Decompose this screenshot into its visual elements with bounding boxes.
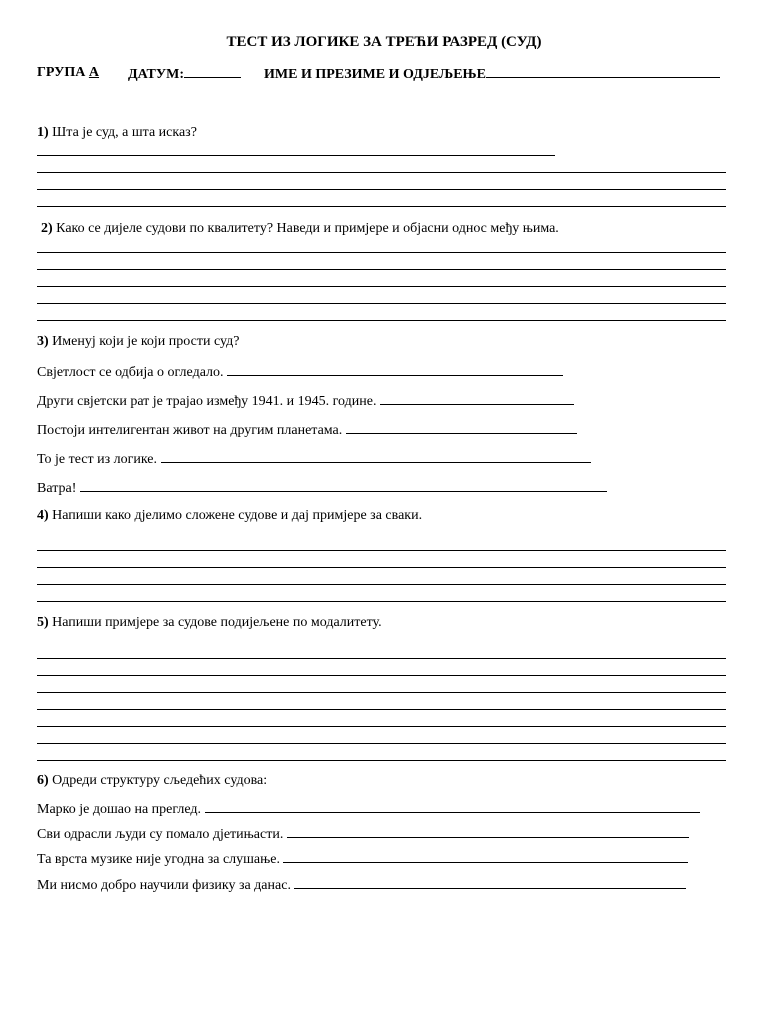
q6-item: Сви одрасли људи су помало дјетињасти. [37, 825, 689, 843]
q3-item: Постоји интелигентан живот на другим планетама. [37, 421, 577, 439]
question-number: 3) [37, 334, 49, 349]
q6-item: Марко је дошао на преглед. [37, 800, 700, 818]
answer-line[interactable] [37, 550, 726, 551]
answer-blank[interactable] [161, 450, 591, 463]
answer-blank[interactable] [227, 363, 563, 376]
question-number: 2) [41, 221, 53, 236]
answer-blank[interactable] [380, 392, 574, 405]
question-number: 4) [37, 508, 49, 523]
answer-blank[interactable] [287, 825, 689, 838]
answer-line[interactable] [37, 206, 726, 207]
question-text: Напиши примјере за судове подијељене по модалитету. [52, 615, 382, 630]
answer-line[interactable] [37, 252, 726, 253]
question-text: Именуј који је који прости суд? [52, 334, 240, 349]
question-text: Напиши како дјелимо сложене судове и дај примјере за сваки. [52, 508, 423, 523]
answer-line[interactable] [37, 726, 726, 727]
group-field [37, 65, 99, 81]
question-3 [37, 334, 239, 350]
answer-blank[interactable] [294, 876, 686, 889]
question-2 [41, 221, 559, 237]
answer-line[interactable] [37, 709, 726, 710]
question-1 [37, 125, 197, 141]
answer-line[interactable] [37, 172, 726, 173]
answer-blank[interactable] [205, 800, 700, 813]
answer-line[interactable] [37, 286, 726, 287]
group-value: А [88, 65, 100, 80]
answer-line[interactable] [37, 155, 555, 156]
question-4 [37, 508, 422, 524]
answer-line[interactable] [37, 601, 726, 602]
q3-item: Други свјетски рат је трајао између 1941. и 1945. године. [37, 392, 574, 410]
question-text: Како се дијеле судови по квалитету? Наведи и примјере и објасни однос међу њима. [56, 221, 559, 236]
answer-line[interactable] [37, 303, 726, 304]
q3-item: То је тест из логике. [37, 450, 591, 468]
q3-item: Свјетлост се одбија о огледало. [37, 363, 563, 381]
question-text: Шта је суд, а шта исказ? [52, 125, 197, 140]
question-6 [37, 773, 267, 789]
date-label: ДАТУМ: [128, 67, 184, 82]
group-label: ГРУПА [37, 65, 86, 80]
answer-line[interactable] [37, 584, 726, 585]
q6-item: Та врста музике није угодна за слушање. [37, 850, 688, 868]
question-number: 6) [37, 773, 49, 788]
answer-line[interactable] [37, 567, 726, 568]
answer-line[interactable] [37, 320, 726, 321]
answer-line[interactable] [37, 658, 726, 659]
question-text: Одреди структуру сљедећих судова: [52, 773, 268, 788]
date-field [128, 65, 241, 83]
answer-blank[interactable] [346, 421, 577, 434]
name-field [264, 65, 720, 83]
page-title: ТЕСТ ИЗ ЛОГИКЕ ЗА ТРЕЋИ РАЗРЕД (СУД) [226, 34, 542, 50]
q6-item: Ми нисмо добро научили физику за данас. [37, 876, 686, 894]
answer-line[interactable] [37, 269, 726, 270]
name-blank[interactable] [486, 65, 720, 78]
question-number: 5) [37, 615, 49, 630]
name-label: ИМЕ И ПРЕЗИМЕ И ОДЈЕЉЕЊЕ [264, 67, 486, 82]
answer-line[interactable] [37, 189, 726, 190]
question-number: 1) [37, 125, 49, 140]
q3-item: Ватра! [37, 479, 607, 497]
date-blank[interactable] [184, 65, 241, 78]
answer-line[interactable] [37, 760, 726, 761]
question-5 [37, 615, 382, 631]
answer-blank[interactable] [283, 850, 688, 863]
answer-line[interactable] [37, 675, 726, 676]
answer-blank[interactable] [80, 479, 607, 492]
answer-line[interactable] [37, 743, 726, 744]
answer-line[interactable] [37, 692, 726, 693]
